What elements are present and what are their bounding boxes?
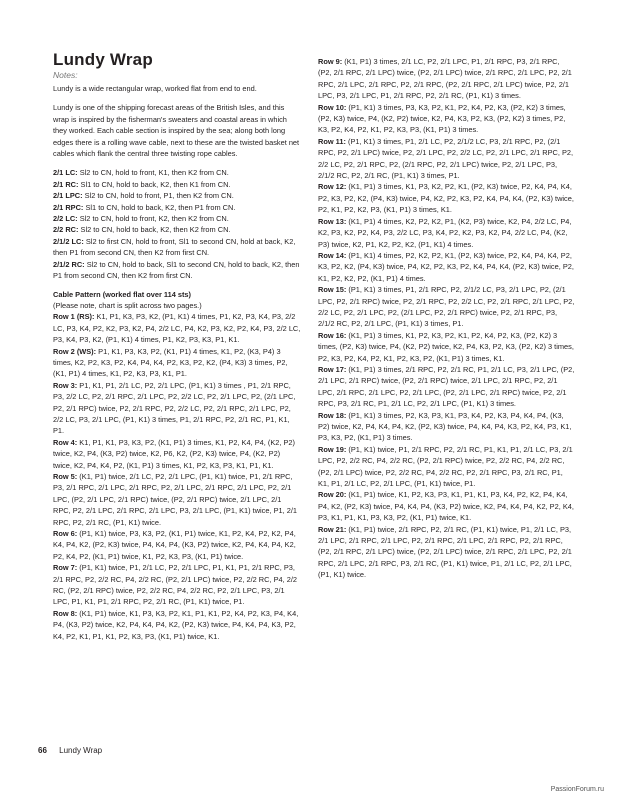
left-column	[53, 50, 301, 642]
row-instructions: (K1, P1) 3 times, K1, P2, K3, P2, K1, P2, K4, P2, K3, (P2, K2) 3 times, (P2, K3) twice, P4, (K2, P2) twice, K2, P4, K3, P2, K3, (P2, K2) 3 times, P2, K3, P2, K4, P2, K1, P2, K3, P2, (K1, P1) 3 times, K1.	[318, 330, 574, 363]
abbreviation-item	[53, 179, 301, 190]
abbreviation-definition: Sl2 to CN, hold to back, K2, then K2 from CN.	[80, 225, 231, 235]
row-label: Row 15:	[318, 285, 347, 295]
pattern-row	[318, 489, 575, 523]
abbreviation-term: 2/1 LPC:	[53, 191, 83, 201]
right-column	[318, 56, 575, 581]
row-instructions: (P1, K1) twice, P1, 2/1 RPC, P2, 2/1 RC, P1, K1, P1, 2/1 LC, P3, 2/1 LPC, P2, 2/2 RC, P4, 2/2 RC, (P2, 2/1 RPC) twice, P2, 2/2 RC, P4, 2/2 RC, (P2, 2/1 LPC) twice, P2, 2/2 RC, P4, 2/2 RC, P2, 2/1 RPC, P3, 2/1 RC, P1, K1, P1, 2/1 LC, P2, 2/1 LPC, (P1, K1) twice, P1.	[318, 444, 573, 489]
abbreviation-definition: Sl2 to CN, hold to back, Sl1 to second CN, hold to back, K2, then P1 from second CN, then K2 from first CN.	[53, 259, 300, 281]
row-label: Row 7:	[53, 563, 78, 573]
row-label: Row 9:	[318, 57, 343, 66]
row-label: Row 3:	[53, 380, 78, 390]
abbreviation-item	[53, 236, 301, 259]
abbreviation-definition: Sl2 to first CN, hold to front, Sl1 to second CN, hold at back, K2, then P1 from second CN, then K2 from first CN.	[53, 236, 296, 258]
row-instructions: K1, P1, K3, P3, K2, (P1, K1) 4 times, P1, K2, P3, K4, P3, 2/2 LC, P3, K4, P2, K2, P3, K2, P4, 2/2 LC, P4, K2, P3, K2, P2, K4, P3, 2/2 LC, P3, K4, P3, K2, (P1, K1) 4 times, P1, K2, P3, K3, P1, K1.	[53, 312, 301, 345]
row-instructions: P1, K1, P1, 2/1 LC, P2, 2/1 LPC, (P1, K1) 3 times , P1, 2/1 RPC, P3, 2/2 LC, P2, 2/1 RPC, 2/1 LPC, P2, 2/2 LC, P2, 2/1 LPC, P2, (2/1 LPC, P2, 2/1 RPC) twice, P2, 2/1 RPC, P2, 2/2 LC, P2, 2/1 RPC, 2/1 LPC, P2, 2/2 LC, P3, 2/1 LPC, (P1, K1) 3 times, P1, 2/1 RPC, P2, 2/1 RC, P1, K1, P1.	[53, 380, 296, 436]
row-instructions: (K1, P1) twice, 2/1 LC, P2, 2/1 LPC, (P1, K1) twice, P1, 2/1 RPC, P3, 2/1 RPC, 2/1 LPC, 2/1 RPC, P2, 2/1 LPC, 2/1 RPC, 2/1 LPC, P2, 2/1 LPC, (P2, 2/1 LPC, 2/1 RPC) twice, (P2, 2/1 RPC) twice, 2/1 LPC, 2/1 RPC, P2, 2/1 LPC, 2/1 RPC, 2/1 LPC, P3, 2/1 LPC, (P1, K1) twice, P1, 2/1 RPC, P2, 2/1 RC, (P1, K1) twice.	[53, 472, 298, 527]
pattern-row	[318, 56, 575, 102]
page-number: 66	[38, 746, 47, 755]
row-instructions: (P1, K1) 4 times, P2, K2, P2, K1, (P2, K3) twice, P2, K4, P4, K4, P2, K3, P2, K2, (P4, K3) twice, P4, K2, P2, K3, P2, K4, P4, K4, (P2, K3) twice, P2, K1, P2, K2, P2, (K1, P1) 4 times.	[318, 250, 574, 283]
abbreviation-item	[53, 167, 301, 178]
pattern-row	[318, 102, 575, 136]
pattern-row	[318, 250, 575, 284]
notes-label: Notes:	[53, 70, 78, 80]
pattern-row	[53, 562, 301, 608]
pattern-row	[53, 346, 301, 380]
running-title: Lundy Wrap	[59, 746, 103, 755]
page-title: Lundy Wrap	[53, 50, 153, 69]
pattern-note: (Please note, chart is split across two pages.)	[53, 300, 202, 310]
abbreviation-term: 2/1 RPC:	[53, 202, 84, 212]
row-instructions: (K1, P1) twice, K1, P2, K3, P3, K1, P1, K1, P3, K4, P2, K2, P4, K4, P4, K2, (P2, K3) twice, P4, K4, P4, (K3, P2) twice, K2, P4, K4, P4, K2, P2, K4, P3, K1, P1, K1, P3, K3, P2, (K1, P1) twice, K1.	[318, 490, 574, 523]
watermark: PassionForum.ru	[550, 786, 604, 793]
abbreviation-item	[53, 224, 301, 235]
row-label: Row 11:	[318, 136, 346, 146]
pattern-row	[318, 444, 575, 490]
pattern-row	[318, 524, 575, 581]
abbreviation-term: 2/1 RC:	[53, 179, 79, 189]
pattern-row	[318, 410, 575, 444]
row-label: Row 19:	[318, 444, 347, 454]
abbreviation-definition: Sl2 to CN, hold to front, K1, then K2 from CN.	[79, 168, 229, 178]
pattern-row	[53, 437, 301, 471]
row-label: Row 17:	[318, 364, 347, 374]
page-footer	[38, 746, 102, 755]
row-instructions: (P1, K1) 3 times, P1, 2/1 RPC, P2, 2/1/2 LC, P3, 2/1 LPC, P2, (2/1 LPC, P2, 2/1 RPC) twice, P2, 2/1 RPC, P2, 2/2 LC, P2, 2/1 RPC, 2/1 LPC, P2, 2/2 LC, P2, 2/1 LPC, P2, (2/1 LPC, P2, 2/1 RPC) twice, P2, 2/1 RPC, P3, 2/1/2 RC, P2, 2/1 LPC, (P1, K1) 3 times, P1.	[318, 285, 575, 329]
row-instructions: (K1, P1) 4 times, K2, P2, K2, P1, (K2, P3) twice, K2, P4, 2/2 LC, P4, K2, P3, K2, P2, K4, P3, 2/2 LC, P3, K4, P2, K2, P3, K2, P4, 2/2 LC, P4, (K2, P3) twice, K2, P1, K2, P2, K2, (P1, K1) 4 times.	[318, 216, 572, 249]
pattern-row	[318, 216, 575, 250]
abbreviation-term: 2/1 LC:	[53, 168, 78, 178]
pattern-row	[318, 364, 575, 410]
pattern-row	[53, 471, 301, 528]
pattern-rows-left	[53, 311, 301, 642]
abbreviation-item	[53, 190, 301, 201]
pattern-row	[318, 284, 575, 330]
abbreviation-term: 2/1/2 LC:	[53, 236, 84, 246]
row-label: Row 20:	[318, 490, 347, 500]
pattern-row	[53, 311, 301, 345]
row-label: Row 5:	[53, 472, 78, 481]
row-instructions: (P1, K1) twice, P3, K3, P2, (K1, P1) twice, K1, P2, K4, P2, K2, P4, K4, P4, K2, (P2, K3) twice, P4, K4, P4, (K3, P2) twice, K2, P4, K4, P4, K2, P2, K4, P2, (K1, P1) twice, K1, P2, K3, P3, (K1, P1) twice.	[53, 529, 296, 561]
pattern-rows-right	[318, 56, 575, 581]
row-label: Row 8:	[53, 608, 78, 618]
row-label: Row 4:	[53, 437, 78, 447]
pattern-row	[318, 136, 575, 182]
row-instructions: K1, P1, K1, P3, K3, P2, (K1, P1) 3 times, K1, P2, K4, P4, (K2, P2) twice, K2, P4, (K3, P2) twice, K2, P6, K2, (P2, K3) twice, P4, (K2, P2) twice, K2, P4, K4, P2, (K1, P1) 3 times, K1, P2, K3, P3, K1, P1, K1.	[53, 437, 295, 470]
row-label: Row 13:	[318, 216, 347, 226]
abbreviation-item	[53, 259, 301, 282]
row-label: Row 18:	[318, 410, 347, 420]
pattern-row	[53, 608, 301, 642]
row-instructions: (P1, K1) twice, P1, 2/1 LC, P2, 2/1 LPC, P1, K1, P1, 2/1 RPC, P3, 2/1 RPC, P2, 2/2 RC, P4, 2/2 RC, (P2, 2/1 LPC) twice, P2, 2/2 RC, P4, 2/2 RC, (P2, 2/1 RPC) twice, P2, 2/2 RC, P4, 2/2 RC, P2, 2/1 LPC, P3, 2/1 LPC, P1, K1, P1, 2/1 RPC, P2, 2/1 RC, (P1, K1) twice, P1.	[53, 563, 297, 607]
row-label: Row 14:	[318, 250, 347, 260]
row-label: Row 12:	[318, 182, 347, 192]
intro-paragraph-1: Lundy is a wide rectangular wrap, worked flat from end to end.	[53, 84, 257, 93]
row-instructions: (K1, P1) 3 times, 2/1 RPC, P2, 2/1 RC, P1, 2/1 LC, P3, 2/1 LPC, (P2, 2/1 LPC, 2/1 RPC) twice, (P2, 2/1 RPC) twice, 2/1 LPC, 2/1 RPC, P2, 2/1 LPC, 2/1 RPC, 2/1 LPC, P2, 2/1 LPC, (P2, 2/1 LPC, 2/1 RPC) twice, P2, 2/1 RPC, P3, 2/1 RC, P1, 2/1 LC, P2, 2/1 LPC, (P1, K1) 3 times.	[318, 364, 575, 409]
abbreviation-item	[53, 202, 301, 213]
abbreviation-list	[53, 167, 301, 281]
abbreviation-term: 2/1/2 RC:	[53, 259, 85, 269]
row-instructions: (K1, P1) twice, 2/1 RPC, P2, 2/1 RC, (P1, K1) twice, P1, 2/1 LC, P3, 2/1 LPC, 2/1 RPC, 2/1 LPC, P2, 2/1 RPC, 2/1 LPC, 2/1 RPC, P2, 2/1 RPC, (P2, 2/1 RPC, 2/1 LPC) twice, (P2, 2/1 LPC) twice, 2/1 RPC, 2/1 LPC, P2, 2/1 RPC, 2/1 LPC, 2/1 RPC, P3, 2/1 RC, (P1, K1) twice, P1, 2/1 LC, P2, 2/1 LPC, (P1, K1) twice.	[318, 524, 572, 580]
row-label: Row 1 (RS):	[53, 312, 95, 322]
pattern-heading: Cable Pattern (worked flat over 114 sts)	[53, 289, 192, 299]
abbreviation-definition: Sl2 to CN, hold to front, K2, then K2 from CN.	[79, 214, 229, 224]
abbreviation-term: 2/2 LC:	[53, 214, 78, 224]
intro-paragraph-2: Lundy is one of the shipping forecast areas of the British Isles, and this wrap is inspired by the fisherman's sweaters and coastal areas in which they worked. Each cable section is inspired by the sea; along both long edges there is a rolling wave cable, next to these are the twisted basket net cables which flank the central three twisting rope cables.	[53, 103, 300, 159]
row-instructions: (P1, K1) 3 times, P2, K3, P3, K1, P3, K4, P2, K3, P4, K4, P4, (K3, P2) twice, K2, P4, K4, P4, K2, (P2, K3) twice, P4, K4, P4, K3, P2, K4, P3, K1, P3, K3, P2, (K1, P1) 3 times.	[318, 410, 572, 443]
row-instructions: (K1, P1) 3 times, 2/1 LC, P2, 2/1 LPC, P1, 2/1 RPC, P3, 2/1 RPC, (P2, 2/1 RPC, 2/1 LPC) twice, (P2, 2/1 LPC) twice, 2/1 RPC, 2/1 LPC, P2, 2/1 RPC, 2/1 LPC, 2/1 RPC, P2, 2/1 RPC, (P2, 2/1 RPC, 2/1 LPC) twice, P2, 2/1 LPC, P3, 2/1 LPC, P1, 2/1 RPC, P2, 2/1 RC, (P1, K1) 3 times.	[318, 57, 572, 101]
pattern-row	[53, 380, 301, 437]
abbreviation-term: 2/2 RC:	[53, 225, 79, 235]
row-instructions: P1, K1, P3, K3, P2, (K1, P1) 4 times, K1, P2, (K3, P4) 3 times, K2, P2, K3, P2, K4, P4, K4, P2, K3, P2, K2, (P4, K3) 3 times, P2, (K1, P1) 4 times, K1, P2, K3, P3, K1, P1.	[53, 346, 288, 379]
pattern-row	[53, 528, 301, 562]
abbreviation-item	[53, 213, 301, 224]
abbreviation-definition: Sl1 to CN, hold to back, K2, then P1 from CN.	[85, 202, 236, 212]
row-label: Row 21:	[318, 524, 347, 534]
abbreviation-definition: Sl2 to CN, hold to front, P1, then K2 from CN.	[84, 191, 234, 201]
abbreviation-definition: Sl1 to CN, hold to back, K2, then K1 from CN.	[80, 179, 231, 189]
row-instructions: (P1, K1) 3 times, P1, 2/1 LC, P2, 2/1/2 LC, P3, 2/1 RPC, P2, (2/1 RPC, P2, 2/1 LPC) twice, P2, 2/1 LPC, P2, 2/2 LC, P2, 2/1 LPC, 2/1 RPC, P2, 2/2 LC, P2, 2/1 RPC, P2, (2/1 RPC, P2, 2/1 LPC) twice, P2, 2/1 LPC, P3, 2/1/2 RC, P2, 2/1 RC, (P1, K1) 3 times, P1.	[318, 136, 574, 181]
pattern-row	[318, 181, 575, 215]
row-label: Row 2 (WS):	[53, 346, 97, 356]
row-label: Row 10:	[318, 102, 347, 112]
row-instructions: (P1, K1) 3 times, P3, K3, P2, K1, P2, K4, P2, K3, (P2, K2) 3 times, (P2, K3) twice, P4, (K2, P2) twice, K2, P4, K3, P2, K3, (P2, K2) 3 times, P2, K3, P2, K4, P2, K1, P2, K3, P3, (K1, P1) 3 times.	[318, 102, 566, 135]
pattern-row	[318, 330, 575, 364]
row-instructions: (K1, P1) twice, K1, P3, K3, P2, K1, P1, K1, P2, K4, P2, K3, P4, K4, P4, (K3, P2) twice, K2, P4, K4, P4, K2, (P2, K3) twice, P4, K4, P4, K3, P2, K4, P2, K1, P1, K1, P2, K3, P3, (K1, P1) twice, K1.	[53, 608, 299, 641]
row-label: Row 6:	[53, 529, 78, 539]
row-label: Row 16:	[318, 330, 347, 340]
row-instructions: (K1, P1) 3 times, K1, P3, K2, P2, K1, (P2, K3) twice, P2, K4, P4, K4, P2, K3, P2, K2, (P4, K3) twice, P4, K2, P2, K3, P2, K4, P4, K4, (P2, K3) twice, P2, K1, P2, K2, P3, (K1, P1) 3 times, K1.	[318, 182, 574, 215]
